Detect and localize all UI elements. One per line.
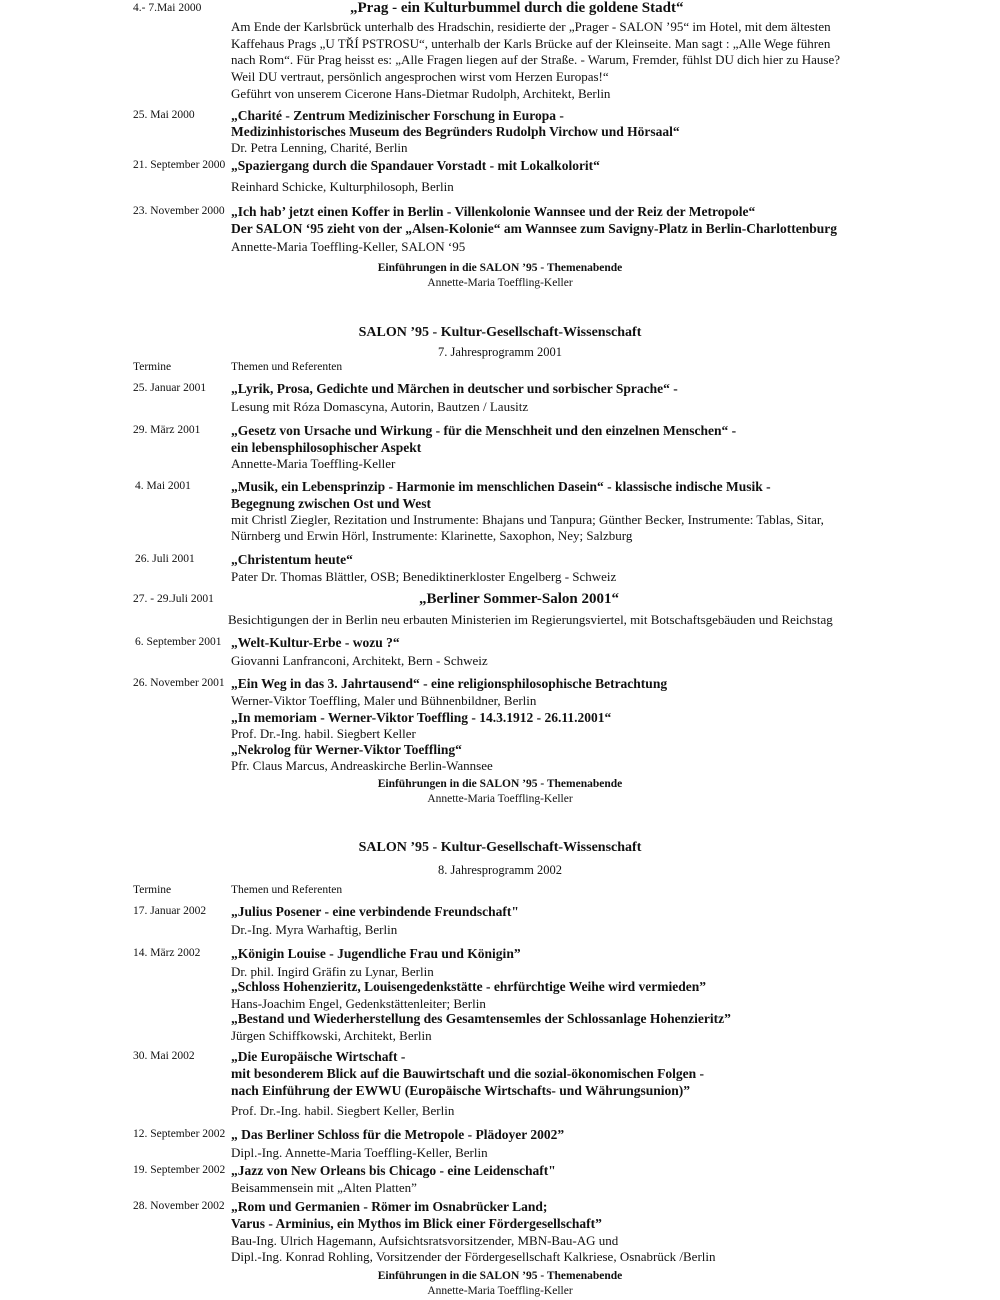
event-title: mit besonderem Blick auf die Bauwirtschaft und die sozial-ökonomischen Folgen - [231,1066,705,1081]
event-date: 4.- 7.Mai 2000 [133,2,202,14]
event-date: 23. November 2000 [133,205,225,217]
section-footer-author: Annette-Maria Toeffling-Keller [427,277,573,289]
event-title: Medizinhistorisches Museum des Begründers Rudolph Virchow und Hörsaal“ [231,124,680,139]
event-title: „Ein Weg in das 3. Jahrtausend“ - eine religionsphilosophische Betrachtung [231,676,668,691]
event-referent: Nürnberg und Erwin Hörl, Instrumente: Klarinette, Saxophon, Ney; Salzburg [231,528,633,543]
event-referent: Lesung mit Róza Domascyna, Autorin, Bautzen / Lausitz [231,399,529,414]
event-referent: Bau-Ing. Ulrich Hagemann, Aufsichtsratsvorsitzender, MBN-Bau-AG und [231,1233,619,1248]
event-title: „Rom und Germanien - Römer im Osnabrücker Land; [231,1199,548,1214]
event-referent: Dipl.-Ing. Konrad Rohling, Vorsitzender der Fördergesellschaft Kalkriese, Osnabrück /Berlin [231,1249,716,1264]
event-referent: Pater Dr. Thomas Blättler, OSB; Benediktinerkloster Engelberg - Schweiz [231,569,617,584]
event-referent: Annette-Maria Toeffling-Keller [231,456,396,471]
event-referent: Pfr. Claus Marcus, Andreaskirche Berlin-Wannsee [231,758,493,773]
event-title: ein lebensphilosophischer Aspekt [231,440,422,455]
event-title: „Schloss Hohenzieritz, Louisengedenkstätte - ehrfürchtige Weihe wird vermieden” [231,979,706,994]
event-title: „Jazz von New Orleans bis Chicago - eine Leidenschaft" [231,1163,556,1178]
event-referent: Annette-Maria Toeffling-Keller, SALON ‘95 [231,239,466,254]
column-header-dates: Termine [133,884,172,896]
event-title: Begegnung zwischen Ost und West [231,496,432,511]
event-referent: Dipl.-Ing. Annette-Maria Toeffling-Keller, Berlin [231,1145,488,1160]
event-title: „Lyrik, Prosa, Gedichte und Märchen in deutscher und sorbischer Sprache“ - [231,381,678,396]
event-title: „Spaziergang durch die Spandauer Vorstadt - mit Lokalkolorit“ [231,158,600,173]
event-date: 26. Juli 2001 [135,553,195,565]
event-referent: Dr. phil. Ingird Gräfin zu Lynar, Berlin [231,964,434,979]
event-description: Kaffehaus Prags „U TŘÍ PSTROSU“, unterhalb der Karls Brücke auf der Kleinseite. Man sagt : „Alle Wege führen [231,36,831,51]
section-footer-title: Einführungen in die SALON ’95 - Themenabende [377,778,623,790]
section-subheading: 7. Jahresprogramm 2001 [438,345,562,359]
event-title: „Bestand und Wiederherstellung des Gesamtensemles der Schlossanlage Hohenzieritz” [231,1011,731,1026]
event-referent: mit Christl Ziegler, Rezitation und Instrumente: Bhajans und Tanpura; Günther Becker, Instrumente: Tablas, Sitar, [231,512,824,527]
event-description: nach Rom“. Für Prag heisst es: „Alle Fragen liegen auf der Straße. - Warum, Fremder, fühlst DU dich hier zu Hause? [231,52,841,67]
section-footer-author: Annette-Maria Toeffling-Keller [427,793,573,805]
event-referent: Prof. Dr.-Ing. habil. Siegbert Keller [231,726,416,741]
event-date: 21. September 2000 [133,159,226,171]
event-description: Am Ende der Karlsbrück unterhalb des Hradschin, residierte der „Prager - SALON ’95“ im Hotel, mit dem ältesten [231,19,831,34]
event-date: 30. Mai 2002 [133,1050,195,1062]
event-title: „Julius Posener - eine verbindende Freundschaft" [231,904,519,919]
event-title: Varus - Arminius, ein Mythos im Blick einer Fördergesellschaft” [231,1216,602,1231]
section-footer-title: Einführungen in die SALON ’95 - Themenabende [377,262,623,274]
event-referent: Reinhard Schicke, Kulturphilosoph, Berlin [231,179,454,194]
event-date: 14. März 2002 [133,947,201,959]
event-title: „Berliner Sommer-Salon 2001“ [419,591,619,607]
column-header-dates: Termine [133,361,172,373]
event-title: „ Das Berliner Schloss für die Metropole - Plädoyer 2002” [231,1127,565,1142]
event-date: 27. - 29.Juli 2001 [133,593,214,605]
event-referent: Jürgen Schiffkowski, Architekt, Berlin [231,1028,432,1043]
event-title: „Welt-Kultur-Erbe - wozu ?“ [231,635,400,650]
event-title: „Nekrolog für Werner-Viktor Toeffling“ [231,742,462,757]
event-date: 28. November 2002 [133,1200,225,1212]
event-title: „Charité - Zentrum Medizinischer Forschung in Europa - [231,108,564,123]
event-referent: Geführt von unserem Cicerone Hans-Dietmar Rudolph, Architekt, Berlin [231,86,611,101]
event-title: „In memoriam - Werner-Viktor Toeffling - 14.3.1912 - 26.11.2001“ [231,710,612,725]
event-title: „Musik, ein Lebensprinzip - Harmonie im menschlichen Dasein“ - klassische indische Musik - [231,479,771,494]
section-heading: SALON ’95 - Kultur-Gesellschaft-Wissenschaft [358,840,642,855]
event-title: Der SALON ‘95 zieht von der „Alsen-Kolonie“ am Wannsee zum Savigny-Platz in Berlin-Charlottenburg [231,221,837,236]
event-title: „Die Europäische Wirtschaft - [231,1049,406,1064]
section-subheading: 8. Jahresprogramm 2002 [438,863,562,877]
event-date: 4. Mai 2001 [135,480,191,492]
event-date: 25. Mai 2000 [133,109,195,121]
event-date: 6. September 2001 [135,636,222,648]
event-title: „Ich hab’ jetzt einen Koffer in Berlin - Villenkolonie Wannsee und der Reiz der Metropole“ [231,204,756,219]
column-header-topics: Themen und Referenten [231,361,343,373]
event-title: nach Einführung der EWWU (Europäische Wirtschafts- und Währungsunion)” [231,1083,690,1098]
column-header-topics: Themen und Referenten [231,884,343,896]
event-date: 19. September 2002 [133,1164,226,1176]
event-title: „Gesetz von Ursache und Wirkung - für die Menschheit und den einzelnen Menschen“ - [231,423,737,438]
event-referent: Giovanni Lanfranconi, Architekt, Bern - Schweiz [231,653,488,668]
event-referent: Prof. Dr.-Ing. habil. Siegbert Keller, Berlin [231,1103,455,1118]
event-referent: Dr.-Ing. Myra Warhaftig, Berlin [231,922,398,937]
event-date: 26. November 2001 [133,677,225,689]
event-title: „Christentum heute“ [231,552,353,567]
event-date: 17. Januar 2002 [133,905,207,917]
event-date: 25. Januar 2001 [133,382,207,394]
event-date: 29. März 2001 [133,424,201,436]
event-referent: Beisammensein mit „Alten Platten” [231,1180,417,1195]
section-footer-author: Annette-Maria Toeffling-Keller [427,1285,573,1297]
event-referent: Dr. Petra Lenning, Charité, Berlin [231,140,408,155]
event-description: Weil DU vertraut, persönlich angesprochen wirst vom Herzen Europas!“ [231,69,609,84]
section-footer-title: Einführungen in die SALON ’95 - Themenabende [377,1270,623,1282]
event-description: Besichtigungen der in Berlin neu erbauten Ministerien im Regierungsviertel, mit Botschaftsgebäuden und Reichstag [228,612,833,627]
event-title: „Königin Louise - Jugendliche Frau und Königin” [231,946,521,961]
section-heading: SALON ’95 - Kultur-Gesellschaft-Wissenschaft [358,325,642,340]
event-referent: Hans-Joachim Engel, Gedenkstättenleiter; Berlin [231,996,486,1011]
event-date: 12. September 2002 [133,1128,226,1140]
event-title: „Prag - ein Kulturbummel durch die goldene Stadt“ [350,0,684,16]
event-referent: Werner-Viktor Toeffling, Maler und Bühnenbildner, Berlin [231,693,537,708]
